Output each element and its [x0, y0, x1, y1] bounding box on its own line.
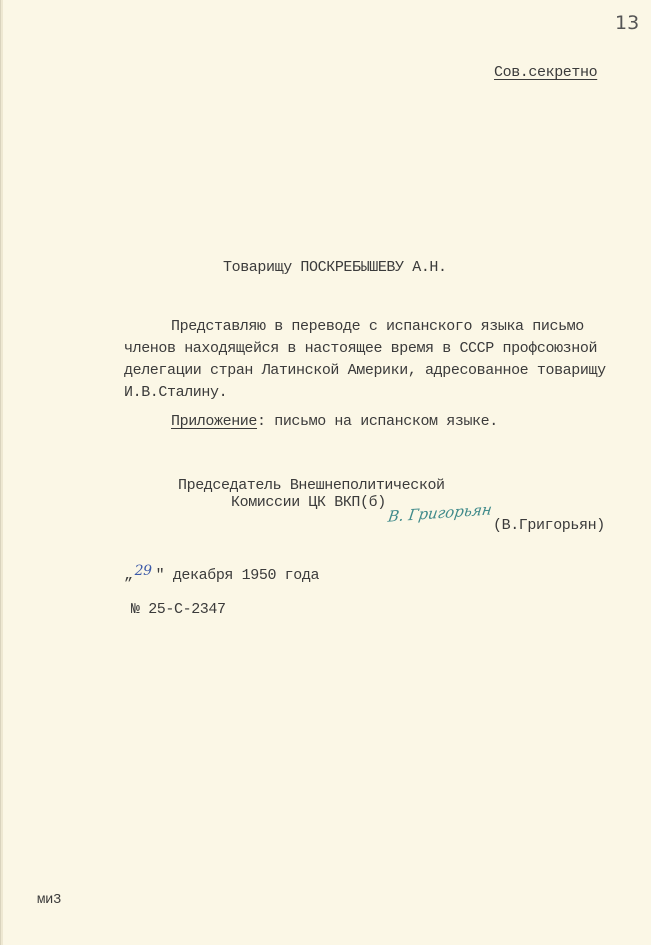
signatory-name: (В.Григорьян) — [493, 517, 605, 534]
date-rest: " декабря 1950 года — [155, 567, 320, 584]
attachment-line — [171, 413, 498, 431]
classification-stamp: Сов.секретно — [494, 64, 598, 81]
date-line — [124, 563, 320, 585]
document-number: № 25-С-2347 — [131, 601, 226, 618]
body-line: членов находящейся в настоящее время в СССР профсоюзной — [124, 340, 598, 357]
footer-code: ми3 — [37, 892, 62, 908]
body-line: И.В.Сталину. — [124, 384, 228, 401]
date-open-quote: „ — [124, 567, 133, 584]
date-day-handwritten: 29 — [134, 563, 152, 579]
attachment-label: Приложение — [171, 413, 258, 430]
handwritten-signature: В. Григорьян — [386, 500, 494, 526]
addressee: Товарищу ПОСКРЕБЫШЕВУ А.Н. — [223, 259, 447, 276]
attachment-text: : письмо на испанском языке. — [257, 413, 498, 430]
page-number: 13 — [615, 12, 640, 34]
signature-title-line1: Председатель Внешнеполитической — [178, 477, 445, 494]
signature-title-line2: Комиссии ЦК ВКП(б) — [231, 494, 386, 511]
body-line: Представляю в переводе с испанского языка письмо — [171, 318, 584, 335]
body-line: делегации стран Латинской Америки, адресованное товарищу — [124, 362, 606, 379]
